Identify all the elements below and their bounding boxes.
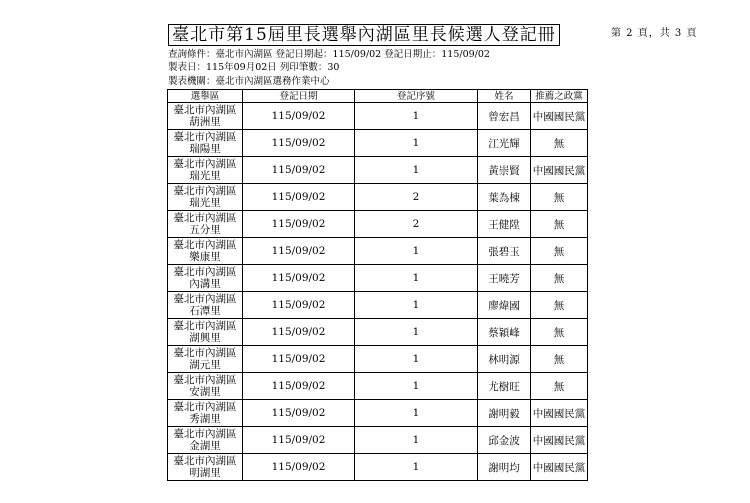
- table-row: [168, 292, 588, 319]
- cell-name: 尤樹旺: [478, 373, 531, 400]
- cell-name: 林明源: [478, 346, 531, 373]
- cell-name: 王曉芳: [478, 265, 531, 292]
- district-name: 臺北市內湖區: [173, 293, 237, 305]
- district-name: 臺北市內湖區: [173, 374, 237, 386]
- cell-seq: 1: [355, 400, 478, 427]
- cell-district: [168, 130, 243, 157]
- cell-district: [168, 400, 243, 427]
- cell-party: 無: [531, 319, 588, 346]
- cell-party: 無: [531, 265, 588, 292]
- cell-date: 115/09/02: [243, 103, 355, 130]
- cell-date: 115/09/02: [243, 184, 355, 211]
- village-name: 瑞光里: [189, 197, 221, 209]
- cell-date: 115/09/02: [243, 211, 355, 238]
- table-row: [168, 103, 588, 130]
- table-row: [168, 238, 588, 265]
- cell-seq: 1: [355, 157, 478, 184]
- district-name: 臺北市內湖區: [173, 428, 237, 440]
- cell-name: 蔡穎峰: [478, 319, 531, 346]
- cell-district: [168, 265, 243, 292]
- cell-party: 中國國民黨: [531, 400, 588, 427]
- candidate-register-table: [167, 89, 588, 481]
- village-name: 湖興里: [189, 332, 221, 344]
- cell-party: 中國國民黨: [531, 103, 588, 130]
- village-name: 樂康里: [189, 251, 221, 263]
- table-row: [168, 157, 588, 184]
- cell-name: 廖煒國: [478, 292, 531, 319]
- village-name: 明湖里: [189, 467, 221, 479]
- table-row: [168, 130, 588, 157]
- cell-district: [168, 103, 243, 130]
- page-number: 第 2 頁，共 3 頁: [611, 28, 698, 39]
- district-name: 臺北市內湖區: [173, 347, 237, 359]
- district-name: 臺北市內湖區: [173, 131, 237, 143]
- cell-date: 115/09/02: [243, 130, 355, 157]
- village-name: 內溝里: [189, 278, 221, 290]
- district-name: 臺北市內湖區: [173, 212, 237, 224]
- cell-date: 115/09/02: [243, 427, 355, 454]
- table-row: [168, 211, 588, 238]
- table-row: [168, 346, 588, 373]
- issuing-agency: 製表機關：臺北市內湖區選務作業中心: [168, 76, 330, 87]
- cell-district: [168, 454, 243, 481]
- cell-seq: 2: [355, 211, 478, 238]
- cell-name: 葉為棟: [478, 184, 531, 211]
- cell-district: [168, 319, 243, 346]
- district-name: 臺北市內湖區: [173, 266, 237, 278]
- cell-district: [168, 238, 243, 265]
- village-name: 石潭里: [189, 305, 221, 317]
- cell-date: 115/09/02: [243, 319, 355, 346]
- cell-party: 無: [531, 238, 588, 265]
- cell-party: 中國國民黨: [531, 454, 588, 481]
- cell-district: [168, 346, 243, 373]
- cell-seq: 1: [355, 319, 478, 346]
- village-name: 瑞光里: [189, 170, 221, 182]
- cell-seq: 1: [355, 130, 478, 157]
- cell-district: [168, 427, 243, 454]
- cell-date: 115/09/02: [243, 400, 355, 427]
- column-header-seq: 登記序號: [355, 90, 478, 103]
- district-name: 臺北市內湖區: [173, 158, 237, 170]
- table-row: [168, 427, 588, 454]
- cell-name: 邱金波: [478, 427, 531, 454]
- cell-name: 王健陞: [478, 211, 531, 238]
- column-header-district: 選舉區: [168, 90, 243, 103]
- cell-district: [168, 373, 243, 400]
- cell-seq: 1: [355, 238, 478, 265]
- village-name: 安湖里: [189, 386, 221, 398]
- cell-party: 無: [531, 211, 588, 238]
- district-name: 臺北市內湖區: [173, 455, 237, 467]
- query-conditions: 查詢條件：臺北市內湖區 登記日期起：115/09/02 登記日期止：115/09/02: [168, 49, 490, 60]
- district-name: 臺北市內湖區: [173, 185, 237, 197]
- cell-name: 黃崇賢: [478, 157, 531, 184]
- cell-district: [168, 157, 243, 184]
- table-row: [168, 265, 588, 292]
- cell-party: 無: [531, 184, 588, 211]
- column-header-party: 推薦之政黨: [531, 90, 588, 103]
- cell-district: [168, 184, 243, 211]
- table-row: [168, 319, 588, 346]
- page-title: 臺北市第15屆里長選舉內湖區里長候選人登記冊: [168, 24, 560, 46]
- district-name: 臺北市內湖區: [173, 239, 237, 251]
- cell-party: 中國國民黨: [531, 427, 588, 454]
- cell-party: 中國國民黨: [531, 157, 588, 184]
- table-row: [168, 400, 588, 427]
- cell-name: 謝明均: [478, 454, 531, 481]
- cell-seq: 1: [355, 346, 478, 373]
- table-row: [168, 454, 588, 481]
- village-name: 葫洲里: [189, 116, 221, 128]
- cell-party: 無: [531, 373, 588, 400]
- cell-party: 無: [531, 346, 588, 373]
- district-name: 臺北市內湖區: [173, 401, 237, 413]
- cell-name: 曾宏昌: [478, 103, 531, 130]
- table-row: [168, 373, 588, 400]
- cell-seq: 1: [355, 292, 478, 319]
- cell-seq: 1: [355, 265, 478, 292]
- cell-date: 115/09/02: [243, 454, 355, 481]
- table-row: [168, 184, 588, 211]
- cell-seq: 1: [355, 427, 478, 454]
- village-name: 瑞陽里: [189, 143, 221, 155]
- column-header-name: 姓名: [478, 90, 531, 103]
- village-name: 秀湖里: [189, 413, 221, 425]
- cell-date: 115/09/02: [243, 292, 355, 319]
- cell-district: [168, 211, 243, 238]
- cell-date: 115/09/02: [243, 265, 355, 292]
- village-name: 金湖里: [189, 440, 221, 452]
- table-header-row: [168, 90, 588, 103]
- cell-seq: 1: [355, 454, 478, 481]
- cell-party: 無: [531, 130, 588, 157]
- cell-name: 江光輝: [478, 130, 531, 157]
- column-header-date: 登記日期: [243, 90, 355, 103]
- cell-date: 115/09/02: [243, 157, 355, 184]
- cell-seq: 1: [355, 103, 478, 130]
- district-name: 臺北市內湖區: [173, 104, 237, 116]
- cell-date: 115/09/02: [243, 238, 355, 265]
- cell-date: 115/09/02: [243, 346, 355, 373]
- cell-name: 謝明毅: [478, 400, 531, 427]
- cell-district: [168, 292, 243, 319]
- cell-party: 無: [531, 292, 588, 319]
- print-info: 製表日：115年09月02日 列印筆數：30: [168, 62, 340, 73]
- cell-date: 115/09/02: [243, 373, 355, 400]
- cell-seq: 2: [355, 184, 478, 211]
- cell-seq: 1: [355, 373, 478, 400]
- district-name: 臺北市內湖區: [173, 320, 237, 332]
- village-name: 五分里: [189, 224, 221, 236]
- village-name: 湖元里: [189, 359, 221, 371]
- cell-name: 張碧玉: [478, 238, 531, 265]
